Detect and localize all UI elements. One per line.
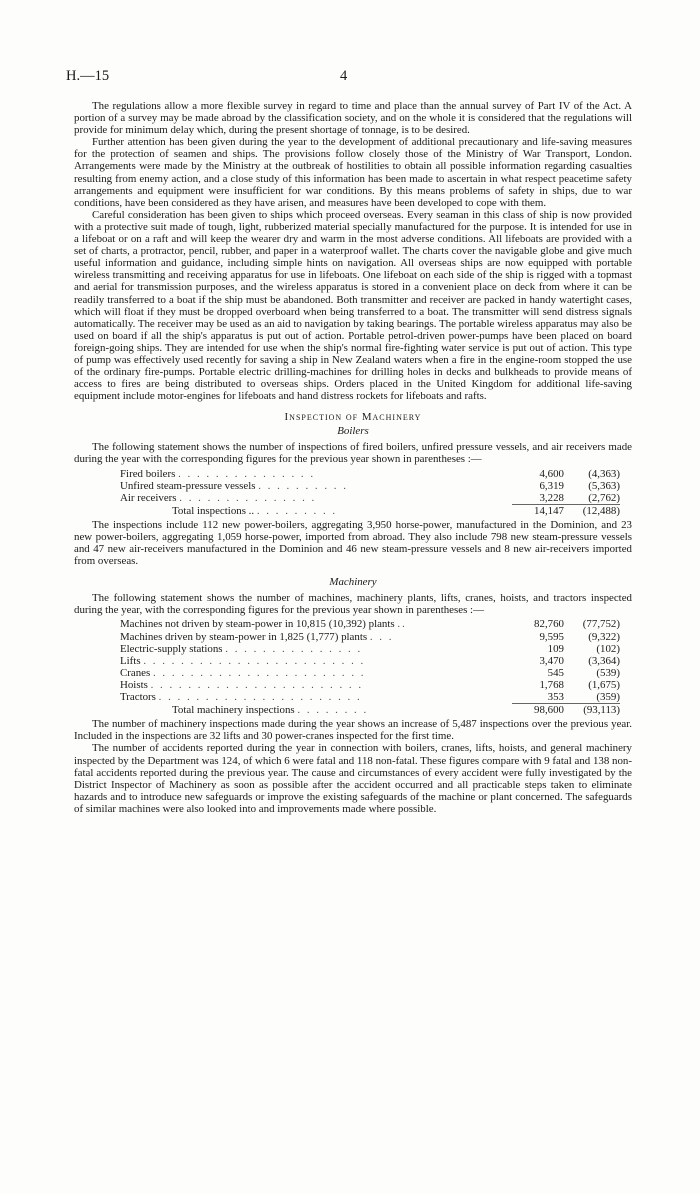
total-label: Total machinery inspections . . . . . . . . xyxy=(172,703,369,716)
row-previous: (102) xyxy=(596,642,620,655)
row-label: Machines not driven by steam-power in 10,815 (10,392) plants .. xyxy=(120,618,407,631)
total-value: 14,147 xyxy=(512,504,564,517)
table-row xyxy=(120,618,620,630)
total-label: Total inspections .. . . . . . . . . . xyxy=(172,504,338,517)
paragraph: The number of accidents reported during the year in connection with boilers, cranes, lifts, hoists, and general machinery inspected by the Department was 124, of which 6 were fatal and 118 non-fatal. These figures compare with 9 fatal and 138 non-fatal accidents reported during the previous year. The cause and circumstances of every accident were fully investigated by the District Inspector of Machinery as soon as possible after the accident occurred and all practicable steps taken to eliminate hazards and to introduce new safeguards or improve the existing safeguards of the machine or plant concerned. The safeguards of similar machines were also looked into and improvements made where possible. xyxy=(74,742,632,815)
row-previous: (4,363) xyxy=(588,467,620,480)
row-label: Cranes . . . . . . . . . . . . . . . . . . . . . . . xyxy=(120,666,366,679)
boilers-subheading: Boilers xyxy=(337,425,369,438)
table-row xyxy=(120,667,620,679)
total-previous: (12,488) xyxy=(564,504,620,517)
table-row xyxy=(120,643,620,655)
table-row xyxy=(120,480,620,492)
row-previous: (2,762) xyxy=(588,491,620,504)
row-previous: (77,752) xyxy=(582,618,620,631)
row-value: 6,319 xyxy=(539,479,564,492)
row-value: 9,595 xyxy=(539,630,564,643)
row-previous: (9,322) xyxy=(588,630,620,643)
row-value: 3,470 xyxy=(539,654,564,667)
table-row xyxy=(120,492,620,505)
machinery-table xyxy=(120,618,620,716)
row-label: Lifts . . . . . . . . . . . . . . . . . . . . . . . . xyxy=(120,654,366,667)
row-value: 353 xyxy=(547,691,564,704)
total-previous: (93,113) xyxy=(564,704,620,717)
paragraph: Careful consideration has been given to ships which proceed overseas. Every seaman in this class of ship is now provided with a protective suit made of tough, light, rubberized material specially manufactured for the purpose. It is intended for use in a lifeboat or on a raft and will keep the wearer dry and warm in the most adverse conditions. All lifeboats are provided with a set of charts, a protractor, pencil, rubber, and paper in a waterproof wallet. The charts cover the navigable globe and give much useful information and guidance, including simple hints on navigation. All overseas ships are now equipped with portable wireless transmitting and receiving apparatus for use in lifeboats. One lifeboat on each side of the ship is rigged with a topmast and aerial for transmission purposes, and the wireless apparatus is stored in a convenient place on deck from where it can be readily transferred to a boat if the ship must be abandoned. Both transmitter and receiver are packed in handy watertight cases, which will float if they must be dropped overboard when being transferred to a boat. The transmitter will send distress signals automatically. The receiver may be used as an aid to navigation by taking bearings. The portable wireless apparatus may also be used on board if all the ship's apparatus is put out of action. Portable petrol-driven power-pumps have been placed on board foreign-going ships. They are intended for use when the ship's normal fire-fighting water service is put out of action. This type of pump was effectively used recently for saving a ship in New Zealand waters when a fire in the engine-room stopped the use of the ordinary fire-pumps. Portable electric drilling-machines for drilling holes in decks and bulkheads to provide means of access to fires are being distributed to overseas ships. Orders placed in the United Kingdom for additional life-saving equipment include motor-engines for lifeboats and hand distress rockets for lifeboats and rafts. xyxy=(74,208,632,403)
row-label: Machines driven by steam-power in 1,825 (1,777) plants . . . xyxy=(120,630,394,643)
section-heading: Inspection of Machinery xyxy=(284,411,422,424)
table-row xyxy=(120,691,620,704)
row-value: 109 xyxy=(547,642,564,655)
row-value: 4,600 xyxy=(539,467,564,480)
report-reference: H.—15 xyxy=(66,68,110,84)
row-label: Tractors . . . . . . . . . . . . . . . . . . . . . . xyxy=(120,691,362,704)
row-previous: (1,675) xyxy=(588,678,620,691)
table-row xyxy=(120,631,620,643)
total-value: 98,600 xyxy=(512,704,564,717)
row-label: Air receivers . . . . . . . . . . . . . . . xyxy=(120,491,317,504)
table-row xyxy=(120,679,620,691)
paragraph: The following statement shows the number of machines, machinery plants, lifts, cranes, hoists, and tractors inspected during the year, with the corresponding figures for the previous year shown in parentheses :— xyxy=(74,592,632,617)
row-label: Electric-supply stations . . . . . . . . . . . . . . . xyxy=(120,642,363,655)
total-row xyxy=(120,504,620,517)
row-value: 1,768 xyxy=(539,678,564,691)
table-row xyxy=(120,655,620,667)
row-previous: (539) xyxy=(596,666,620,679)
paragraph: The number of machinery inspections made during the year shows an increase of 5,487 inspections over the previous year. Included in the inspections are 32 lifts and 30 power-cranes inspected for the first time. xyxy=(74,718,632,743)
row-label: Unfired steam-pressure vessels . . . . . . . . . . xyxy=(120,479,348,492)
table-row xyxy=(120,468,620,480)
row-previous: (359) xyxy=(596,691,620,704)
boilers-table xyxy=(120,468,620,517)
page-number: 4 xyxy=(340,68,348,84)
row-label: Hoists . . . . . . . . . . . . . . . . . . . . . . . xyxy=(120,678,364,691)
row-previous: (3,364) xyxy=(588,654,620,667)
row-value: 82,760 xyxy=(534,618,564,631)
row-value: 3,228 xyxy=(539,491,564,504)
row-value: 545 xyxy=(547,666,564,679)
row-label: Fired boilers . . . . . . . . . . . . . . . xyxy=(120,467,316,480)
paragraph: The inspections include 112 new power-boilers, aggregating 3,950 horse-power, manufactured in the Dominion, and 23 new power-boilers, aggregating 1,059 horse-power, imported from abroad. They also include 798 new steam-pressure vessels and 47 new air-receivers manufactured in the Dominion and 46 new steam-pressure vessels and 8 new air-receivers imported from overseas. xyxy=(74,518,632,568)
paragraph: The following statement shows the number of inspections of fired boilers, unfired pressure vessels, and air receivers made during the year with the corresponding figures for the previous year shown in parentheses :— xyxy=(74,441,632,466)
machinery-subheading: Machinery xyxy=(329,576,377,589)
row-previous: (5,363) xyxy=(588,479,620,492)
paragraph: Further attention has been given during the year to the development of additional precautionary and life-saving measures for the protection of seamen and ships. The provisions follow closely those of the Ministry of War Transport, London. Arrangements were made by the Ministry at the outbreak of hostilities to obtain all possible information regarding casualties resulting from enemy action, and a close study of this information has been made to ascertain in what respect peacetime safety arrangements and equipment were insufficient for war conditions. By this means problems of safety in ships, due to war conditions, have been considered as they have arisen, and measures have been developed to cope with them. xyxy=(74,136,632,209)
page-body xyxy=(74,100,632,815)
paragraph: The regulations allow a more flexible survey in regard to time and place than the annual survey of Part IV of the Act. A portion of a survey may be made abroad by the classification society, and on the whole it is considered that the regulations will provide for minimum delay which, during the present shortage of tonnage, is to be desired. xyxy=(74,100,632,137)
total-row xyxy=(120,704,620,717)
